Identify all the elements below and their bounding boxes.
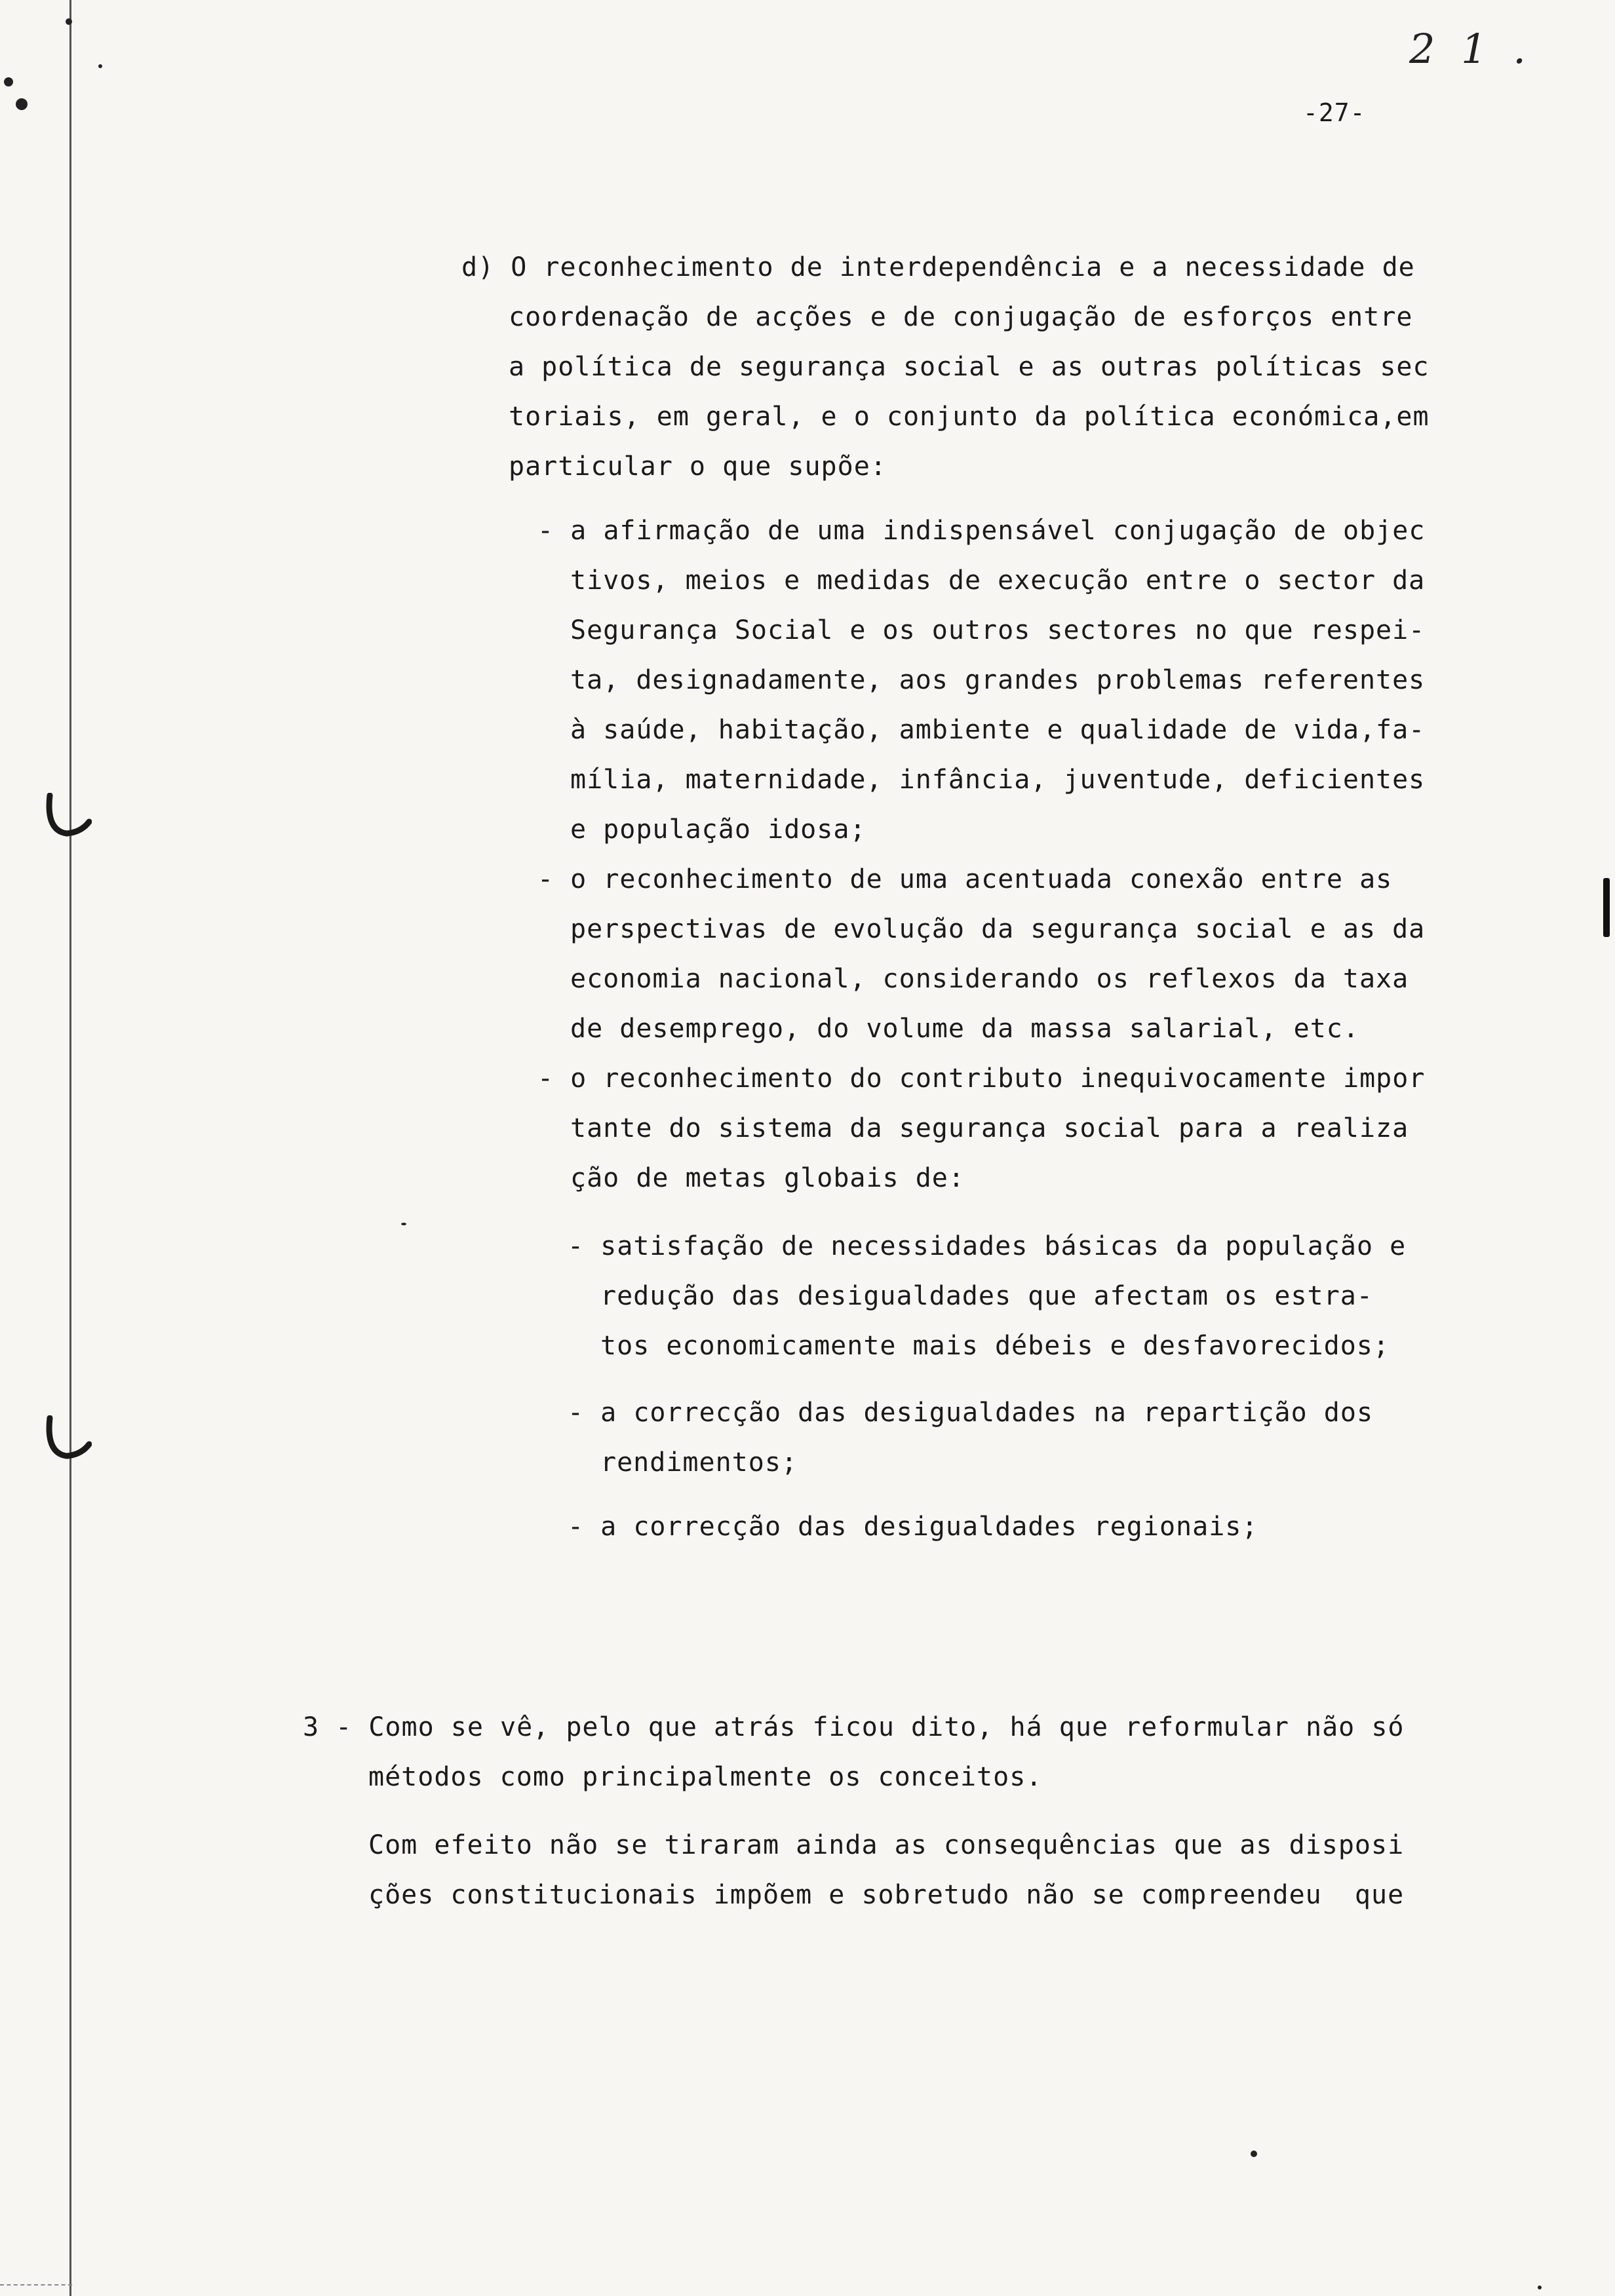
section-d-line: toriais, em geral, e o conjunto da política económica,em — [509, 402, 1430, 432]
section-d-line: a política de segurança social e as outras políticas sec — [509, 352, 1430, 382]
bullet-line: perspectivas de evolução da segurança social e as da — [570, 914, 1426, 944]
bottom-margin-rule — [0, 2284, 72, 2287]
subbullet-line: - a correcção das desigualdades na repartição dos — [568, 1398, 1374, 1428]
paragraph-line: Com efeito não se tiraram ainda as consequências que as disposi — [368, 1830, 1405, 1860]
ink-speck — [1538, 2286, 1542, 2289]
ink-speck — [4, 77, 13, 86]
bullet-line: mília, maternidade, infância, juventude, deficientes — [570, 765, 1426, 795]
subbullet-line: redução das desigualdades que afectam os estra- — [600, 1281, 1373, 1311]
edge-mark — [1603, 878, 1610, 937]
bullet-line: - o reconhecimento do contributo inequivocamente impor — [537, 1063, 1426, 1094]
ink-speck — [16, 98, 28, 110]
section-d-line: particular o que supõe: — [509, 451, 887, 482]
bullet-line: - o reconhecimento de uma acentuada conexão entre as — [537, 864, 1393, 894]
bullet-line: tante do sistema da segurança social para a realiza — [570, 1113, 1409, 1143]
bullet-line: e população idosa; — [570, 814, 866, 845]
paragraph-line: ções constitucionais impõem e sobretudo não se compreendeu que — [368, 1880, 1405, 1910]
punch-hole-mark — [41, 793, 92, 839]
bullet-line: economia nacional, considerando os reflexos da taxa — [570, 964, 1409, 994]
section-3-line: 3 - Como se vê, pelo que atrás ficou dito, há que reformular não só — [303, 1712, 1405, 1742]
bullet-line: de desemprego, do volume da massa salarial, etc. — [570, 1014, 1359, 1044]
bullet-line: ção de metas globais de: — [570, 1163, 965, 1193]
punch-hole-mark — [41, 1415, 92, 1461]
page-number: -27- — [1303, 98, 1366, 127]
subbullet-line: rendimentos; — [600, 1447, 798, 1478]
section-3-line: métodos como principalmente os conceitos. — [368, 1762, 1043, 1792]
binding-margin-line — [69, 0, 71, 2296]
subbullet-line: tos economicamente mais débeis e desfavorecidos; — [600, 1331, 1390, 1361]
subbullet-line: - a correcção das desigualdades regionais; — [568, 1512, 1258, 1542]
bullet-line: tivos, meios e medidas de execução entre o sector da — [570, 565, 1426, 596]
bullet-line: Segurança Social e os outros sectores no que respei- — [570, 615, 1426, 645]
ink-speck — [66, 18, 72, 25]
bullet-line: ta, designadamente, aos grandes problemas referentes — [570, 665, 1426, 695]
ink-speck — [98, 64, 102, 68]
section-d-line: coordenação de acções e de conjugação de esforços entre — [509, 302, 1413, 332]
bullet-line: - a afirmação de uma indispensável conjugação de objec — [537, 516, 1426, 546]
subbullet-line: - satisfação de necessidades básicas da população e — [568, 1231, 1407, 1261]
bullet-line: à saúde, habitação, ambiente e qualidade de vida,fa- — [570, 715, 1426, 745]
handwritten-page-annotation: 2 1 . — [1409, 25, 1533, 73]
ink-speck — [1251, 2151, 1257, 2157]
section-d-line: d) O reconhecimento de interdependência e a necessidade de — [461, 252, 1415, 282]
ink-speck — [401, 1223, 406, 1225]
